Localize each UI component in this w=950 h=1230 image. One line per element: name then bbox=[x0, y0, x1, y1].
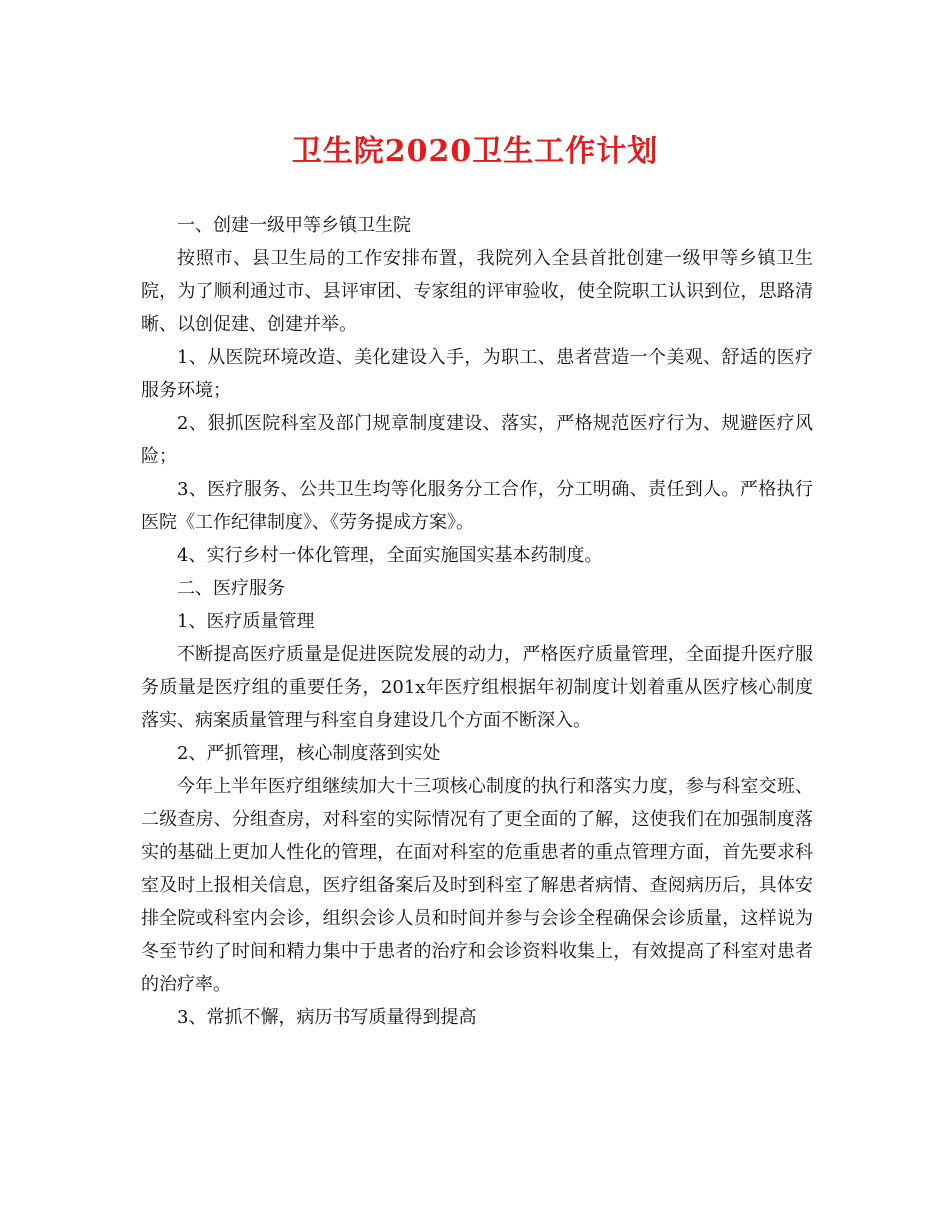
paragraph-quality: 不断提高医疗质量是促进医院发展的动力，严格医疗质量管理，全面提升医疗服务质量是医疗组的重要任务，201x年医疗组根据年初制度计划着重从医疗核心制度落实、病案质量管理与科室自身建设几个方面不断深入。 bbox=[141, 644, 813, 731]
document-title: 卫生院2020卫生工作计划 bbox=[291, 134, 659, 169]
list-item-4: 4、实行乡村一体化管理，全面实施国实基本药制度。 bbox=[177, 545, 603, 566]
subheading-records: 3、常抓不懈，病历书写质量得到提高 bbox=[177, 1007, 477, 1028]
paragraph-core-system: 今年上半年医疗组继续加大十三项核心制度的执行和落实力度，参与科室交班、二级查房、分组查房，对科室的实际情况有了更全面的了解，这使我们在加强制度落实的基础上更加人性化的管理，在面对科室的危重患者的重点管理方面，首先要求科室及时上报相关信息，医疗组备案后及时到科室了解患者病情、查阅病历后，具体安排全院或科室内会诊，组织会诊人员和时间并参与会诊全程确保会诊质量，这样说为冬至节约了时间和精力集中于患者的治疗和会诊资料收集上，有效提高了科室对患者的治疗率。 bbox=[141, 776, 813, 995]
document-body bbox=[141, 209, 813, 1034]
section-heading-2: 二、医疗服务 bbox=[177, 578, 285, 599]
list-item-3: 3、医疗服务、公共卫生均等化服务分工合作，分工明确、责任到人。严格执行医院《工作纪律制度》、《劳务提成方案》。 bbox=[141, 479, 813, 533]
list-item-2: 2、狠抓医院科室及部门规章制度建设、落实，严格规范医疗行为、规避医疗风险； bbox=[141, 413, 813, 467]
paragraph-intro: 按照市、县卫生局的工作安排布置，我院列入全县首批创建一级甲等乡镇卫生院，为了顺利通过市、县评审团、专家组的评审验收，使全院职工认识到位，思路清晰、以创促建、创建并举。 bbox=[141, 248, 813, 335]
subheading-quality: 1、医疗质量管理 bbox=[177, 611, 315, 632]
list-item-1: 1、从医院环境改造、美化建设入手，为职工、患者营造一个美观、舒适的医疗服务环境； bbox=[141, 347, 813, 401]
section-heading-1: 一、创建一级甲等乡镇卫生院 bbox=[177, 215, 411, 236]
subheading-core-system: 2、严抓管理，核心制度落到实处 bbox=[177, 743, 441, 764]
